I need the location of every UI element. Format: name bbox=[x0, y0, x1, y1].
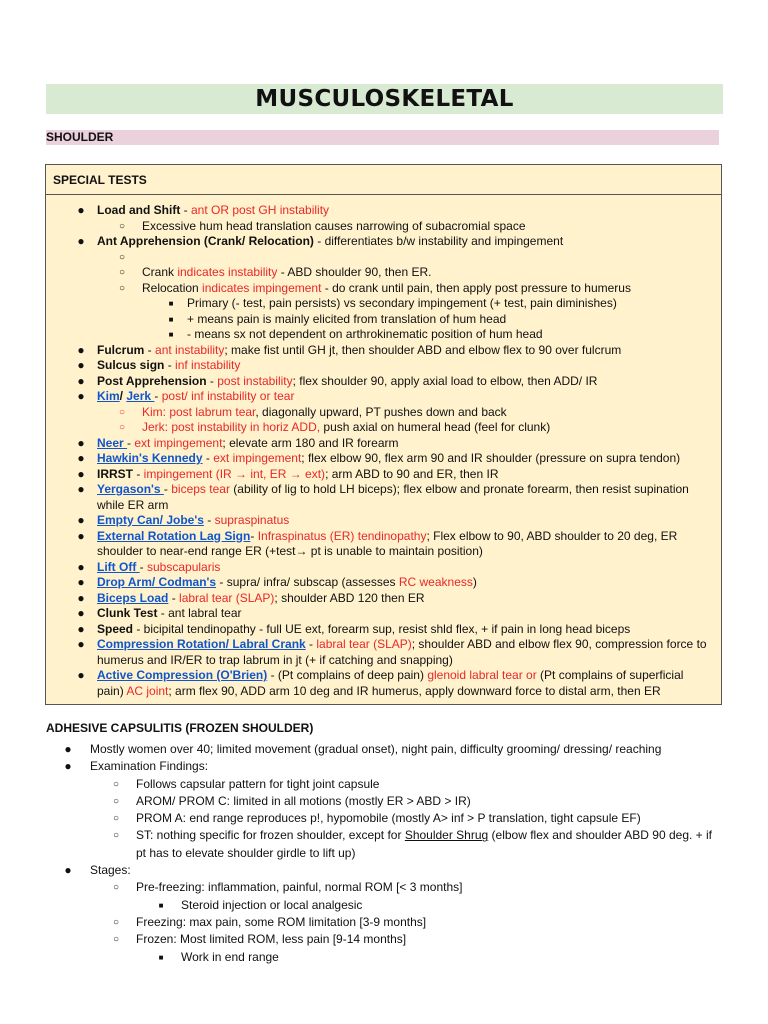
list-item bbox=[46, 436, 721, 452]
text-segment: ; shoulder ABD and elbow flex 90, compression force to humerus and IR/ER to trap labrum in jt (+ if catching and snapping) bbox=[97, 637, 707, 667]
bullet-icon: ○ bbox=[112, 830, 120, 842]
text-segment: - bbox=[202, 451, 214, 465]
list-item-text bbox=[142, 405, 721, 421]
bullet-icon: ● bbox=[77, 668, 85, 682]
test-link[interactable]: Compression Rotation/ Labral Crank bbox=[97, 637, 306, 651]
list-item-text bbox=[187, 296, 721, 312]
bullet-icon: ● bbox=[77, 575, 85, 589]
list-item-text bbox=[142, 420, 721, 436]
bullet-icon: ● bbox=[77, 451, 85, 465]
test-name: Sulcus sign bbox=[97, 358, 165, 372]
test-link[interactable]: Kim bbox=[97, 389, 120, 403]
list-item-text bbox=[142, 250, 721, 266]
list-item bbox=[0, 914, 768, 931]
highlight-text: ant instability bbox=[155, 342, 225, 357]
list-item-text bbox=[142, 219, 721, 235]
list-item-text bbox=[136, 793, 724, 810]
list-item bbox=[46, 560, 721, 576]
special-tests-heading: SPECIAL TESTS bbox=[46, 165, 721, 195]
bullet-icon: ● bbox=[77, 528, 85, 543]
text-segment: (elbow flex and shoulder ABD 90 deg. + if pt has to elevate shoulder girdle to lift up) bbox=[136, 828, 713, 860]
text-segment: push axial on humeral head (feel for clunk) bbox=[320, 420, 551, 434]
highlight-text: AC joint bbox=[126, 683, 169, 698]
text-segment: ; arm ABD to 90 and ER, then IR bbox=[325, 466, 499, 481]
list-item bbox=[0, 827, 768, 862]
list-item-text bbox=[97, 591, 713, 607]
list-item bbox=[0, 879, 768, 896]
bullet-icon: ○ bbox=[118, 267, 126, 278]
underlined-text: Shoulder Shrug bbox=[404, 828, 489, 843]
test-link[interactable]: Biceps Load bbox=[97, 590, 169, 605]
test-link[interactable]: Neer bbox=[97, 435, 128, 450]
text-segment: , diagonally upward, PT pushes down and back bbox=[255, 404, 507, 419]
list-item-text bbox=[97, 374, 713, 390]
bullet-icon: ● bbox=[64, 759, 72, 774]
bullet-icon: ■ bbox=[168, 314, 174, 324]
text-segment: Follows capsular pattern for tight joint capsule bbox=[136, 776, 380, 791]
list-item-text bbox=[97, 467, 713, 483]
bullet-icon: ○ bbox=[112, 778, 120, 790]
list-item bbox=[46, 343, 721, 359]
text-segment: Mostly women over 40; limited movement (gradual onset), night pain, difficulty grooming/ dressing/ reaching bbox=[90, 742, 662, 756]
text-segment: Stages: bbox=[90, 863, 131, 878]
text-segment: Crank bbox=[142, 265, 178, 279]
list-item bbox=[0, 862, 768, 879]
section-band bbox=[46, 130, 719, 145]
bullet-icon: ○ bbox=[112, 916, 120, 928]
text-segment: ; make fist until GH jt, then shoulder ABD and elbow flex to 90 over fulcrum bbox=[224, 342, 622, 357]
text-segment: - bicipital tendinopathy - full UE ext, forearm sup, resist shld flex, + if pain in long head biceps bbox=[133, 621, 631, 636]
list-item bbox=[46, 482, 721, 513]
list-item bbox=[46, 327, 721, 343]
text-segment: Work in end range bbox=[181, 949, 279, 964]
highlight-text: Kim: post labrum tear bbox=[142, 404, 256, 419]
test-name: / bbox=[119, 389, 127, 403]
highlight-text: post instability bbox=[217, 373, 293, 388]
page-title: MUSCULOSKELETAL bbox=[255, 86, 514, 112]
list-item bbox=[46, 591, 721, 607]
text-segment: - bbox=[305, 637, 317, 651]
test-name: Ant Apprehension (Crank/ Relocation) bbox=[97, 234, 314, 248]
highlight-text: impingement (IR → int, ER → ext) bbox=[143, 466, 326, 481]
list-item bbox=[0, 793, 768, 810]
test-link[interactable]: Jerk bbox=[126, 389, 155, 403]
list-item bbox=[46, 389, 721, 405]
bullet-icon: ○ bbox=[112, 813, 120, 825]
test-link[interactable]: Yergason's bbox=[97, 482, 164, 496]
text-segment: - bbox=[180, 203, 191, 217]
highlight-text: indicates instability bbox=[177, 265, 278, 279]
list-item bbox=[46, 265, 721, 281]
list-item bbox=[46, 250, 721, 266]
list-item-text bbox=[142, 281, 721, 297]
text-segment: (Pt complains of superficial pain) bbox=[97, 668, 684, 698]
special-tests-list bbox=[46, 195, 721, 699]
text-segment: Examination Findings: bbox=[90, 759, 209, 774]
list-item-text bbox=[97, 575, 713, 591]
test-name: Fulcrum bbox=[97, 342, 145, 357]
highlight-text: Infraspinatus (ER) tendinopathy bbox=[257, 528, 427, 543]
bullet-icon: ● bbox=[77, 590, 85, 605]
text-segment: - bbox=[139, 559, 147, 574]
bullet-icon: ● bbox=[77, 513, 85, 527]
bullet-icon: ○ bbox=[118, 406, 126, 418]
text-segment: ; flex shoulder 90, apply axial load to elbow, then ADD/ IR bbox=[292, 373, 598, 388]
text-segment: Excessive hum head translation causes narrowing of subacromial space bbox=[142, 218, 526, 233]
text-segment: - bbox=[144, 342, 156, 357]
text-segment: - differentiates b/w instability and impingement bbox=[313, 234, 564, 248]
text-segment: - bbox=[206, 373, 218, 388]
text-segment: ; flex elbow 90, flex arm 90 and IR shoulder (pressure on supra tendon) bbox=[301, 451, 681, 465]
bullet-icon: ● bbox=[64, 863, 72, 878]
text-segment: - (Pt complains of deep pain) bbox=[267, 668, 428, 682]
text-segment: (ability of lig to hold LH biceps); flex elbow and pronate forearm, then resist supination while ER arm bbox=[97, 482, 689, 512]
bullet-icon: ○ bbox=[118, 251, 126, 263]
bullet-icon: ○ bbox=[112, 882, 120, 894]
bullet-icon: ● bbox=[77, 435, 85, 450]
list-item bbox=[46, 234, 721, 250]
text-segment: Relocation bbox=[142, 280, 203, 295]
test-name: Speed bbox=[97, 621, 134, 636]
text-segment: Steroid injection or local analgesic bbox=[181, 897, 363, 912]
test-name: Clunk Test bbox=[97, 606, 158, 620]
text-segment: - bbox=[168, 590, 180, 605]
highlight-text: Jerk: post instability in horiz ADD, bbox=[142, 420, 321, 434]
test-link[interactable]: Drop Arm/ Codman's bbox=[97, 575, 217, 589]
list-item bbox=[46, 467, 721, 483]
highlight-text: glenoid labral tear or bbox=[427, 668, 541, 682]
list-item bbox=[46, 312, 721, 328]
bullet-icon: ● bbox=[77, 606, 85, 620]
adhesive-capsulitis-heading: ADHESIVE CAPSULITIS (FROZEN SHOULDER) bbox=[46, 721, 314, 735]
test-name: IRRST bbox=[97, 466, 133, 481]
list-item bbox=[46, 374, 721, 390]
bullet-icon: ● bbox=[77, 621, 85, 636]
list-item-text bbox=[187, 327, 721, 343]
list-item bbox=[46, 513, 721, 529]
bullet-icon: ■ bbox=[158, 952, 164, 962]
bullet-icon: ● bbox=[77, 637, 85, 651]
list-item-text bbox=[97, 436, 713, 452]
list-item-text bbox=[136, 914, 724, 931]
list-item bbox=[46, 529, 721, 560]
adhesive-capsulitis-list bbox=[0, 741, 768, 966]
text-segment: ; Flex elbow to 90, ABD shoulder to 20 deg, ER shoulder to near-end range ER (+test→ pt is unable to maintain position) bbox=[97, 528, 678, 558]
text-segment: - do crank until pain, then apply post pressure to humerus bbox=[321, 280, 631, 295]
text-segment: + means pain is mainly elicited from translation of hum head bbox=[187, 311, 507, 326]
list-item-text bbox=[97, 389, 713, 405]
list-item-text bbox=[97, 560, 713, 576]
bullet-icon: ■ bbox=[168, 330, 174, 339]
bullet-icon: ■ bbox=[168, 299, 174, 308]
list-item bbox=[46, 219, 721, 235]
text-segment: - means sx not dependent on arthrokinematic position of hum head bbox=[187, 327, 543, 341]
text-segment: - supra/ infra/ subscap (assesses bbox=[216, 575, 399, 589]
list-item-text bbox=[90, 741, 760, 758]
text-segment: AROM/ PROM C: limited in all motions (mostly ER > ABD > IR) bbox=[136, 793, 471, 808]
list-item bbox=[0, 949, 768, 966]
test-name: Load and Shift bbox=[97, 203, 181, 217]
bullet-icon: ○ bbox=[112, 795, 120, 807]
test-link[interactable]: External Rotation Lag Sign bbox=[97, 528, 251, 543]
list-item-text bbox=[97, 622, 713, 638]
highlight-text: labral tear (SLAP) bbox=[179, 590, 275, 605]
highlight-text: subscapularis bbox=[147, 559, 221, 574]
list-item-text bbox=[181, 949, 768, 966]
list-item-text bbox=[136, 810, 724, 827]
list-item bbox=[46, 606, 721, 622]
highlight-text: inf instability bbox=[175, 358, 241, 372]
text-segment: - bbox=[163, 482, 172, 496]
list-item-text bbox=[136, 931, 724, 948]
text-segment: - bbox=[250, 528, 258, 543]
list-item-text bbox=[136, 879, 724, 896]
list-item-text bbox=[136, 776, 724, 793]
list-item bbox=[0, 897, 768, 914]
list-item bbox=[46, 281, 721, 297]
list-item-text bbox=[97, 234, 713, 250]
list-item bbox=[46, 622, 721, 638]
text-segment: - bbox=[127, 435, 135, 450]
list-item-text bbox=[97, 529, 713, 560]
list-item-text bbox=[97, 343, 713, 359]
list-item-text bbox=[97, 606, 713, 622]
text-segment: PROM A: end range reproduces p!, hypomobile (mostly A> inf > P translation, tight capsule EF) bbox=[136, 811, 641, 826]
text-segment: - ABD shoulder 90, then ER. bbox=[277, 265, 432, 279]
test-link[interactable]: Empty Can/ Jobe's bbox=[97, 513, 204, 527]
list-item bbox=[0, 741, 768, 758]
text-segment: ; elevate arm 180 and IR forearm bbox=[222, 435, 399, 450]
bullet-icon: ● bbox=[77, 203, 85, 217]
list-item bbox=[46, 203, 721, 219]
bullet-icon: ● bbox=[77, 342, 85, 357]
bullet-icon: ● bbox=[64, 742, 72, 756]
list-item-text bbox=[90, 862, 760, 879]
bullet-icon: ● bbox=[77, 559, 85, 574]
list-item bbox=[46, 637, 721, 668]
text-segment: - ant labral tear bbox=[157, 606, 242, 620]
list-item-text bbox=[97, 668, 713, 699]
text-segment: Freezing: max pain, some ROM limitation [3-9 months] bbox=[136, 914, 427, 929]
bullet-icon: ● bbox=[77, 389, 85, 403]
bullet-icon: ■ bbox=[158, 900, 164, 910]
list-item-text bbox=[97, 482, 713, 513]
list-item bbox=[46, 420, 721, 436]
text-segment: ST: nothing specific for frozen shoulder, except for bbox=[136, 828, 405, 843]
list-item-text bbox=[136, 827, 724, 862]
highlight-text: supraspinatus bbox=[214, 513, 290, 527]
list-item-text bbox=[97, 637, 713, 668]
list-item-text bbox=[97, 451, 713, 467]
list-item bbox=[0, 776, 768, 793]
bullet-icon: ○ bbox=[112, 934, 120, 946]
test-link[interactable]: Active Compression (O'Brien) bbox=[97, 668, 268, 682]
list-item-text bbox=[187, 312, 721, 328]
text-segment: - bbox=[203, 513, 215, 527]
bullet-icon: ● bbox=[77, 466, 85, 481]
highlight-text: post/ inf instability or tear bbox=[161, 389, 295, 403]
bullet-icon: ○ bbox=[118, 220, 126, 232]
text-segment: Pre-freezing: inflammation, painful, normal ROM [< 3 months] bbox=[136, 880, 463, 895]
list-item bbox=[46, 358, 721, 374]
text-segment: Frozen: Most limited ROM, less pain [9-14 months] bbox=[136, 932, 407, 947]
highlight-text: labral tear (SLAP) bbox=[316, 637, 412, 651]
list-item bbox=[46, 575, 721, 591]
title-band bbox=[46, 84, 723, 114]
list-item-text bbox=[97, 513, 713, 529]
list-item-text bbox=[181, 897, 768, 914]
special-tests-box bbox=[45, 164, 722, 705]
highlight-text: ext impingement bbox=[213, 451, 302, 465]
list-item-text bbox=[97, 203, 713, 219]
list-item-text bbox=[90, 758, 760, 775]
list-item bbox=[46, 451, 721, 467]
text-segment: - bbox=[154, 389, 162, 403]
text-segment: ; arm flex 90, ADD arm 10 deg and IR humerus, apply downward force to distal arm, then ER bbox=[168, 683, 661, 698]
text-segment: ) bbox=[472, 575, 477, 589]
highlight-text: ext impingement bbox=[134, 435, 223, 450]
bullet-icon: ● bbox=[77, 373, 85, 388]
list-item bbox=[0, 758, 768, 775]
text-segment: - bbox=[133, 466, 144, 481]
section-title: SHOULDER bbox=[46, 130, 114, 144]
list-item bbox=[46, 405, 721, 421]
text-segment: Primary (- test, pain persists) vs secondary impingement (+ test, pain diminishes) bbox=[187, 296, 617, 310]
text-segment: ; shoulder ABD 120 then ER bbox=[274, 590, 425, 605]
test-name: Post Apprehension bbox=[97, 373, 207, 388]
bullet-icon: ○ bbox=[118, 422, 126, 433]
highlight-text: ant OR post GH instability bbox=[191, 203, 330, 217]
text-segment: - bbox=[164, 358, 176, 372]
highlight-text: indicates impingement bbox=[202, 280, 322, 295]
bullet-icon: ● bbox=[77, 482, 85, 496]
list-item bbox=[0, 810, 768, 827]
bullet-icon: ● bbox=[77, 358, 85, 372]
list-item bbox=[46, 668, 721, 699]
list-item bbox=[0, 931, 768, 948]
highlight-text: RC weakness bbox=[398, 575, 473, 589]
test-link[interactable]: Lift Off bbox=[97, 559, 140, 574]
list-item-text bbox=[97, 358, 713, 374]
bullet-icon: ● bbox=[77, 234, 85, 248]
list-item-text bbox=[142, 265, 721, 281]
list-item bbox=[46, 296, 721, 312]
highlight-text: biceps tear bbox=[171, 482, 230, 496]
test-link[interactable]: Hawkin's Kennedy bbox=[97, 451, 203, 465]
bullet-icon: ○ bbox=[118, 282, 126, 294]
